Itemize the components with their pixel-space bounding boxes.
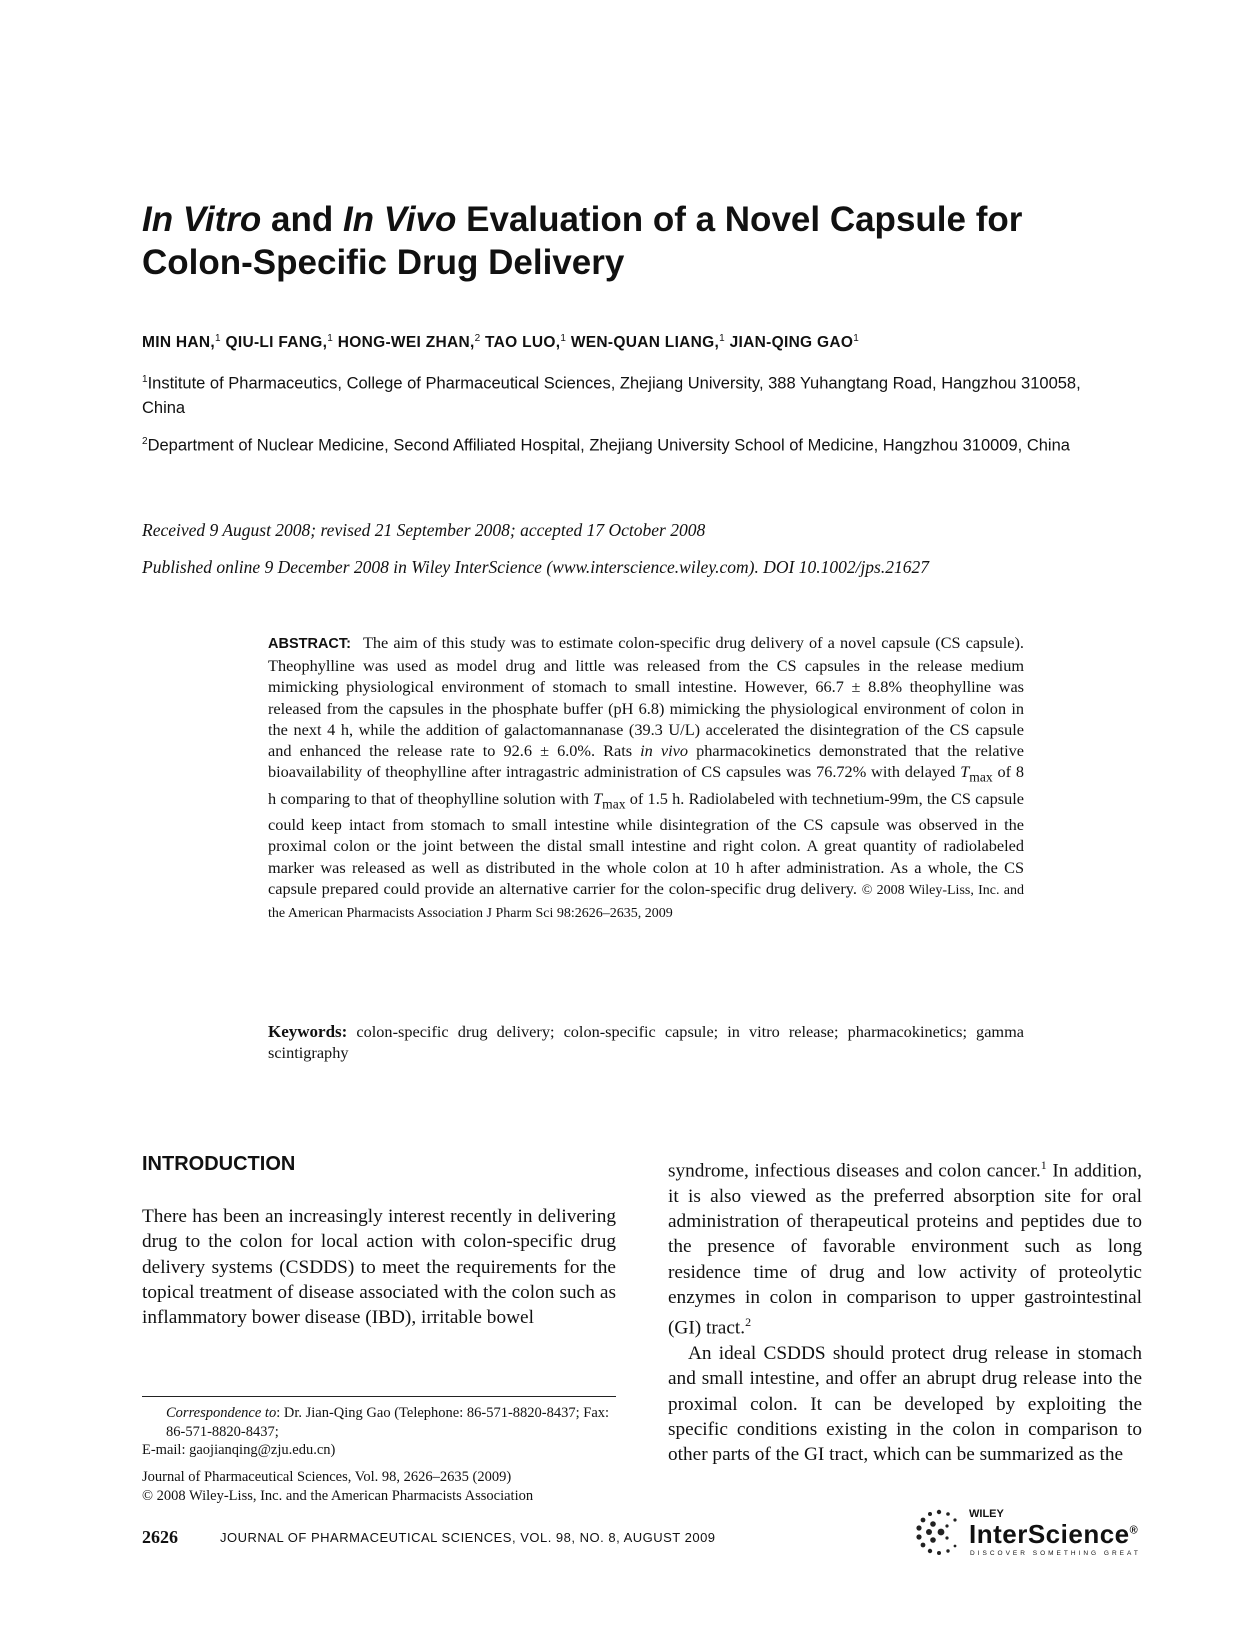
abstract-text-a: The aim of this study was to estimate colon-specific drug delivery of a novel capsule (CS capsule). Theophylline was used as model drug and little was released from the CS capsules in the release medium mimicking physiological environment of stomach to small intestine. However, 66.7 ± 8.8% theophylline was released from the capsules in the phosphate buffer (pH 6.8) mimicking the physiological environment of colon in the next 4 h, while the addition of galactomannanase (39.3 U/L) accelerated the disintegration of the CS capsule and enhanced the release rate to 92.6 ± 6.0%. Rats bbox=[268, 633, 1024, 761]
journal-citation-note bbox=[142, 1468, 616, 1506]
tmax-symbol: T bbox=[960, 762, 970, 782]
abstract bbox=[268, 632, 1024, 924]
keywords-text: colon-specific drug delivery; colon-specific capsule; in vitro release; pharmacokinetics; gamma scintigraphy bbox=[268, 1022, 1024, 1063]
tmax-symbol-2: T bbox=[593, 788, 603, 808]
author-name: HONG-WEI ZHAN, bbox=[337, 334, 475, 352]
affiliation-2-sup: 2 bbox=[142, 436, 148, 447]
author-name: JIAN-QING GAO bbox=[729, 334, 854, 352]
abstract-in-vivo: in vivo bbox=[640, 741, 688, 761]
citation-2: 2 bbox=[745, 1315, 752, 1330]
wiley-interscience-logo bbox=[913, 1506, 1143, 1558]
interscience-swirl-icon bbox=[913, 1506, 965, 1558]
author-affiliation-sup: 1 bbox=[215, 333, 221, 344]
correspondence-email: E-mail: gaojianqing@zju.edu.cn) bbox=[142, 1442, 336, 1458]
author bbox=[485, 334, 566, 351]
citation-1: 1 bbox=[1040, 1158, 1047, 1172]
author-affiliation-sup: 1 bbox=[719, 333, 726, 344]
author bbox=[226, 334, 334, 351]
title-and: and bbox=[261, 200, 343, 239]
author bbox=[571, 334, 725, 351]
footnote-divider bbox=[142, 1396, 616, 1397]
journal-note-line2: © 2008 Wiley-Liss, Inc. and the American Pharmacists Association bbox=[142, 1488, 534, 1504]
author-affiliation-sup: 1 bbox=[560, 333, 567, 344]
title-rest: Evaluation of a Novel Capsule for bbox=[456, 200, 1023, 239]
author-affiliation-sup: 1 bbox=[327, 333, 334, 344]
author-name: QIU-LI FANG, bbox=[225, 334, 328, 352]
abstract-text-b: pharmacokinetics demonstrated that the relative bioavailability of theophylline after intragastric administration of CS capsules was 76.72% with delayed bbox=[268, 741, 1024, 782]
running-head: JOURNAL OF PHARMACEUTICAL SCIENCES, VOL. 98, NO. 8, AUGUST 2009 bbox=[220, 1530, 716, 1545]
logo-wiley-text: WILEY bbox=[969, 1508, 1004, 1520]
affiliation-2-text: Department of Nuclear Medicine, Second Affiliated Hospital, Zhejiang University School of Medicine, Hangzhou 310009, China bbox=[147, 436, 1070, 455]
tmax-subscript: max bbox=[969, 769, 993, 785]
intro-right-text-a: syndrome, infectious diseases and colon cancer. bbox=[668, 1160, 1041, 1182]
author-affiliation-sup: 2 bbox=[474, 333, 481, 344]
title-in-vitro: In Vitro bbox=[142, 200, 262, 239]
affiliation-1 bbox=[142, 368, 1102, 420]
logo-brand bbox=[969, 1519, 1138, 1550]
affiliation-2 bbox=[142, 430, 1102, 458]
author-name: MIN HAN, bbox=[142, 334, 216, 352]
intro-right-column bbox=[668, 1153, 1142, 1467]
logo-tagline: DISCOVER SOMETHING GREAT bbox=[970, 1550, 1141, 1557]
article-title bbox=[142, 198, 1102, 284]
abstract-copyright: © 2008 Wiley-Liss, Inc. and the American Pharmacists Association J Pharm Sci 98:2626–2635, 2009 bbox=[268, 882, 1025, 921]
keywords-label: Keywords: bbox=[268, 1022, 348, 1041]
correspondence-footnote bbox=[142, 1404, 616, 1460]
received-dates: Received 9 August 2008; revised 21 September 2008; accepted 17 October 2008 bbox=[142, 520, 706, 540]
abstract-label: ABSTRACT: bbox=[268, 636, 351, 652]
author-name: WEN-QUAN LIANG, bbox=[570, 334, 720, 352]
logo-registered-mark: ® bbox=[1129, 1524, 1139, 1537]
correspondence-label: Correspondence to bbox=[166, 1405, 277, 1421]
section-heading-introduction: INTRODUCTION bbox=[142, 1153, 296, 1175]
intro-right-paragraph-1 bbox=[668, 1153, 1142, 1341]
page-number: 2626 bbox=[142, 1527, 178, 1547]
author bbox=[142, 334, 221, 351]
intro-right-text-b: In addition, it is also viewed as the preferred absorption site for oral administration of therapeutical proteins and peptides due to the presence of favorable environment such as long residence time of drug and low activity of proteolytic enzymes in colon in comparison to upper gastrointestinal (GI) tract. bbox=[668, 1160, 1142, 1339]
intro-right-paragraph-2: An ideal CSDDS should protect drug release in stomach and small intestine, and offer an abrupt drug release into the proximal colon. It can be developed by exploiting the specific conditions existing in the colon in comparison to other parts of the GI tract, which can be summarized as the bbox=[668, 1342, 1142, 1466]
author-affiliation-sup: 1 bbox=[853, 333, 860, 344]
abstract-text-c: of 8 h comparing to that of theophylline solution with bbox=[268, 762, 1024, 808]
logo-brand-text: InterScience bbox=[969, 1519, 1130, 1549]
correspondence-line bbox=[142, 1404, 616, 1441]
affiliation-1-sup: 1 bbox=[142, 374, 148, 385]
abstract-text-d: of 1.5 h. Radiolabeled with technetium-99m, the CS capsule could keep intact from stomach to small intestine while disintegration of the CS capsule was observed in the proximal colon or the joint between the distal small intestine and right colon. A great quantity of radiolabeled marker was released as well as distributed in the whole colon at 10 h after administration. As a whole, the CS capsule prepared could provide an alternative carrier for the colon-specific drug delivery. bbox=[268, 788, 1024, 898]
title-line2: Colon-Specific Drug Delivery bbox=[142, 243, 625, 282]
intro-left-column: There has been an increasingly interest recently in delivering drug to the colon for local action with colon-specific drug delivery systems (CSDDS) to meet the requirements for the topical treatment of disease associated with the colon such as inflammatory bower disease (IBD), irritable bowel bbox=[142, 1206, 616, 1329]
publication-info: Published online 9 December 2008 in Wiley InterScience (www.interscience.wiley.com). DOI 10.1002/jps.21627 bbox=[142, 557, 929, 577]
journal-note-line1: Journal of Pharmaceutical Sciences, Vol. 98, 2626–2635 (2009) bbox=[142, 1469, 512, 1485]
author bbox=[338, 334, 481, 351]
correspondence-text: : Dr. Jian-Qing Gao (Telephone: 86-571-8820-8437; Fax: 86-571-8820-8437; bbox=[166, 1405, 610, 1440]
tmax-subscript-2: max bbox=[602, 795, 626, 811]
author bbox=[730, 334, 859, 351]
author-list bbox=[142, 333, 1142, 352]
author-name: TAO LUO, bbox=[485, 334, 561, 352]
title-in-vivo: In Vivo bbox=[342, 200, 457, 239]
keywords bbox=[268, 1021, 1024, 1063]
affiliation-1-text: Institute of Pharmaceutics, College of Pharmaceutical Sciences, Zhejiang University, 388 Yuhangtang Road, Hangzhou 310058, China bbox=[142, 374, 1081, 417]
